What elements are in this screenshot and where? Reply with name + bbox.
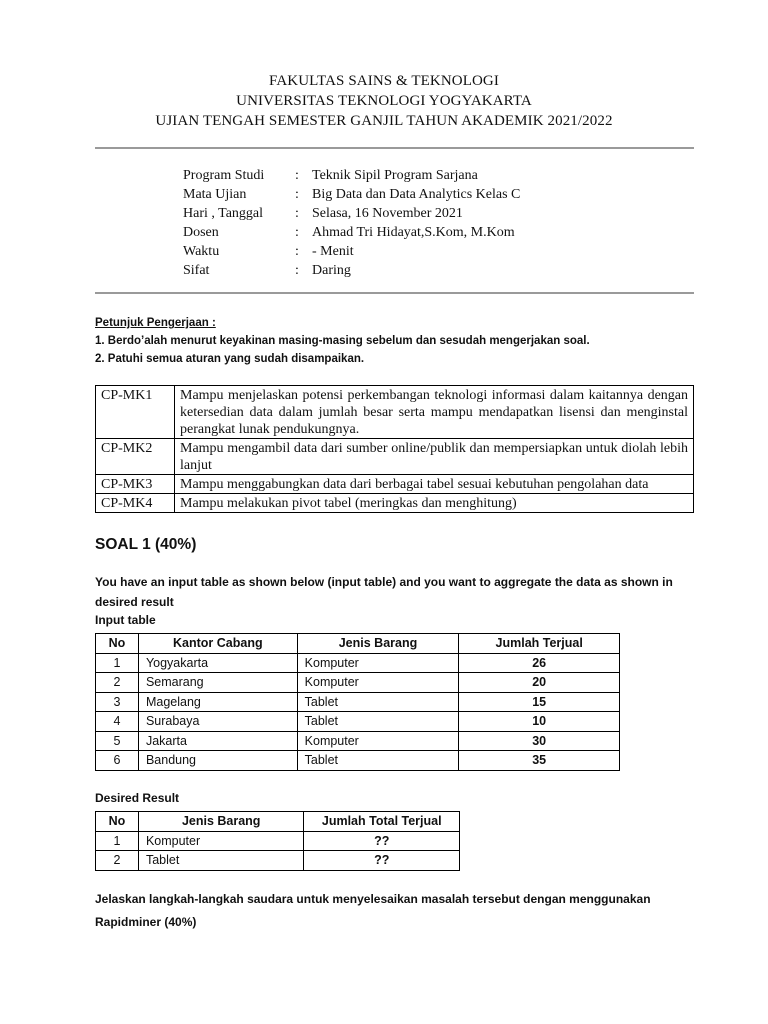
info-label: Program Studi [183,168,265,183]
table-cell: ?? [304,831,460,851]
cpmk-description: Mampu melakukan pivot tabel (meringkas dan menghitung) [175,494,694,513]
table-cell: 26 [459,653,620,673]
table-cell: 30 [459,731,620,751]
info-row [183,185,520,204]
table-cell: Komputer [297,731,459,751]
info-colon: : [295,244,299,259]
cpmk-description: Mampu menggabungkan data dari berbagai tabel sesuai kebutuhan pengolahan data [175,475,694,494]
table-header-row [96,812,460,832]
info-value: - Menit [312,244,354,259]
info-colon: : [295,263,299,278]
table-row [96,831,460,851]
table-cell: Semarang [138,673,297,693]
table-row [96,751,620,771]
cpmk-row [96,494,694,513]
cpmk-code: CP-MK1 [96,386,175,439]
info-colon: : [295,206,299,221]
exam-title: UJIAN TENGAH SEMESTER GANJIL TAHUN AKADEMIK 2021/2022 [155,113,613,129]
table-row [96,731,620,751]
table-row [96,692,620,712]
instructions [95,314,590,368]
cpmk-row [96,439,694,475]
desired-result-table [95,811,460,871]
university-name: UNIVERSITAS TEKNOLOGI YOGYAKARTA [236,93,532,109]
cpmk-description: Mampu mengambil data dari sumber online/publik dan mempersiapkan untuk diolah lebih lanjut [175,439,694,475]
info-row [183,223,520,242]
table-cell: Magelang [138,692,297,712]
info-colon: : [295,187,299,202]
table-cell: Tablet [138,851,304,871]
info-value: Big Data dan Data Analytics Kelas C [312,187,521,202]
info-value: Teknik Sipil Program Sarjana [312,168,478,183]
table-cell: 2 [96,673,139,693]
cpmk-row [96,475,694,494]
desired-result-caption: Desired Result [95,791,180,805]
info-divider [95,292,694,294]
cpmk-code: CP-MK2 [96,439,175,475]
cpmk-code: CP-MK3 [96,475,175,494]
info-value: Selasa, 16 November 2021 [312,206,463,221]
table-cell: 2 [96,851,139,871]
info-row [183,204,520,223]
instructions-title: Petunjuk Pengerjaan : [95,317,216,329]
column-header: Kantor Cabang [138,634,297,654]
instruction-item: 1. Berdo’alah menurut keyakinan masing-masing sebelum dan sesudah mengerjakan soal. [95,335,590,347]
column-header: Jenis Barang [138,812,304,832]
cpmk-row [96,386,694,439]
table-cell: ?? [304,851,460,871]
table-cell: Jakarta [138,731,297,751]
table-cell: 4 [96,712,139,732]
info-label: Waktu [183,244,220,259]
table-row [96,653,620,673]
cpmk-table [95,385,694,513]
info-row [183,166,520,185]
table-cell: 35 [459,751,620,771]
question-intro: You have an input table as shown below (input table) and you want to aggregate the data as shown in desired result [95,575,673,609]
table-cell: Komputer [138,831,304,851]
question-title: SOAL 1 (40%) [95,536,197,553]
question-text: Jelaskan langkah-langkah saudara untuk menyelesaikan masalah tersebut dengan menggunakan Rapidminer (40%) [95,892,651,929]
table-cell: 20 [459,673,620,693]
table-cell: Tablet [297,712,459,732]
info-colon: : [295,225,299,240]
table-cell: Komputer [297,653,459,673]
info-row [183,261,520,280]
table-cell: Bandung [138,751,297,771]
info-value: Daring [312,263,351,278]
info-label: Sifat [183,263,210,278]
table-cell: Tablet [297,751,459,771]
instruction-item: 2. Patuhi semua aturan yang sudah disampaikan. [95,353,365,365]
cpmk-description: Mampu menjelaskan potensi perkembangan teknologi informasi dalam kaitannya dengan ketersedian data dalam jumlah besar serta mampu mendapatkan lisensi dan menginstal perangkat lunak pendukungnya. [175,386,694,439]
table-cell: Komputer [297,673,459,693]
table-cell: Yogyakarta [138,653,297,673]
table-header-row [96,634,620,654]
table-row [96,851,460,871]
table-cell: 1 [96,653,139,673]
table-cell: 1 [96,831,139,851]
faculty-name: FAKULTAS SAINS & TEKNOLOGI [269,73,499,89]
column-header: No [96,812,139,832]
info-label: Hari , Tanggal [183,206,264,221]
header-divider [95,147,694,149]
info-value: Ahmad Tri Hidayat,S.Kom, M.Kom [312,225,515,240]
column-header: Jumlah Terjual [459,634,620,654]
info-label: Dosen [183,225,219,240]
table-row [96,712,620,732]
exam-info [183,166,520,280]
column-header: Jumlah Total Terjual [304,812,460,832]
table-cell: 6 [96,751,139,771]
info-label: Mata Ujian [183,187,247,202]
table-cell: 5 [96,731,139,751]
info-colon: : [295,168,299,183]
input-table [95,633,620,771]
table-cell: Tablet [297,692,459,712]
info-row [183,242,520,261]
table-cell: Surabaya [138,712,297,732]
cpmk-code: CP-MK4 [96,494,175,513]
table-cell: 15 [459,692,620,712]
table-cell: 10 [459,712,620,732]
column-header: Jenis Barang [297,634,459,654]
input-table-caption: Input table [95,613,156,627]
table-row [96,673,620,693]
column-header: No [96,634,139,654]
table-cell: 3 [96,692,139,712]
exam-header [0,71,768,131]
